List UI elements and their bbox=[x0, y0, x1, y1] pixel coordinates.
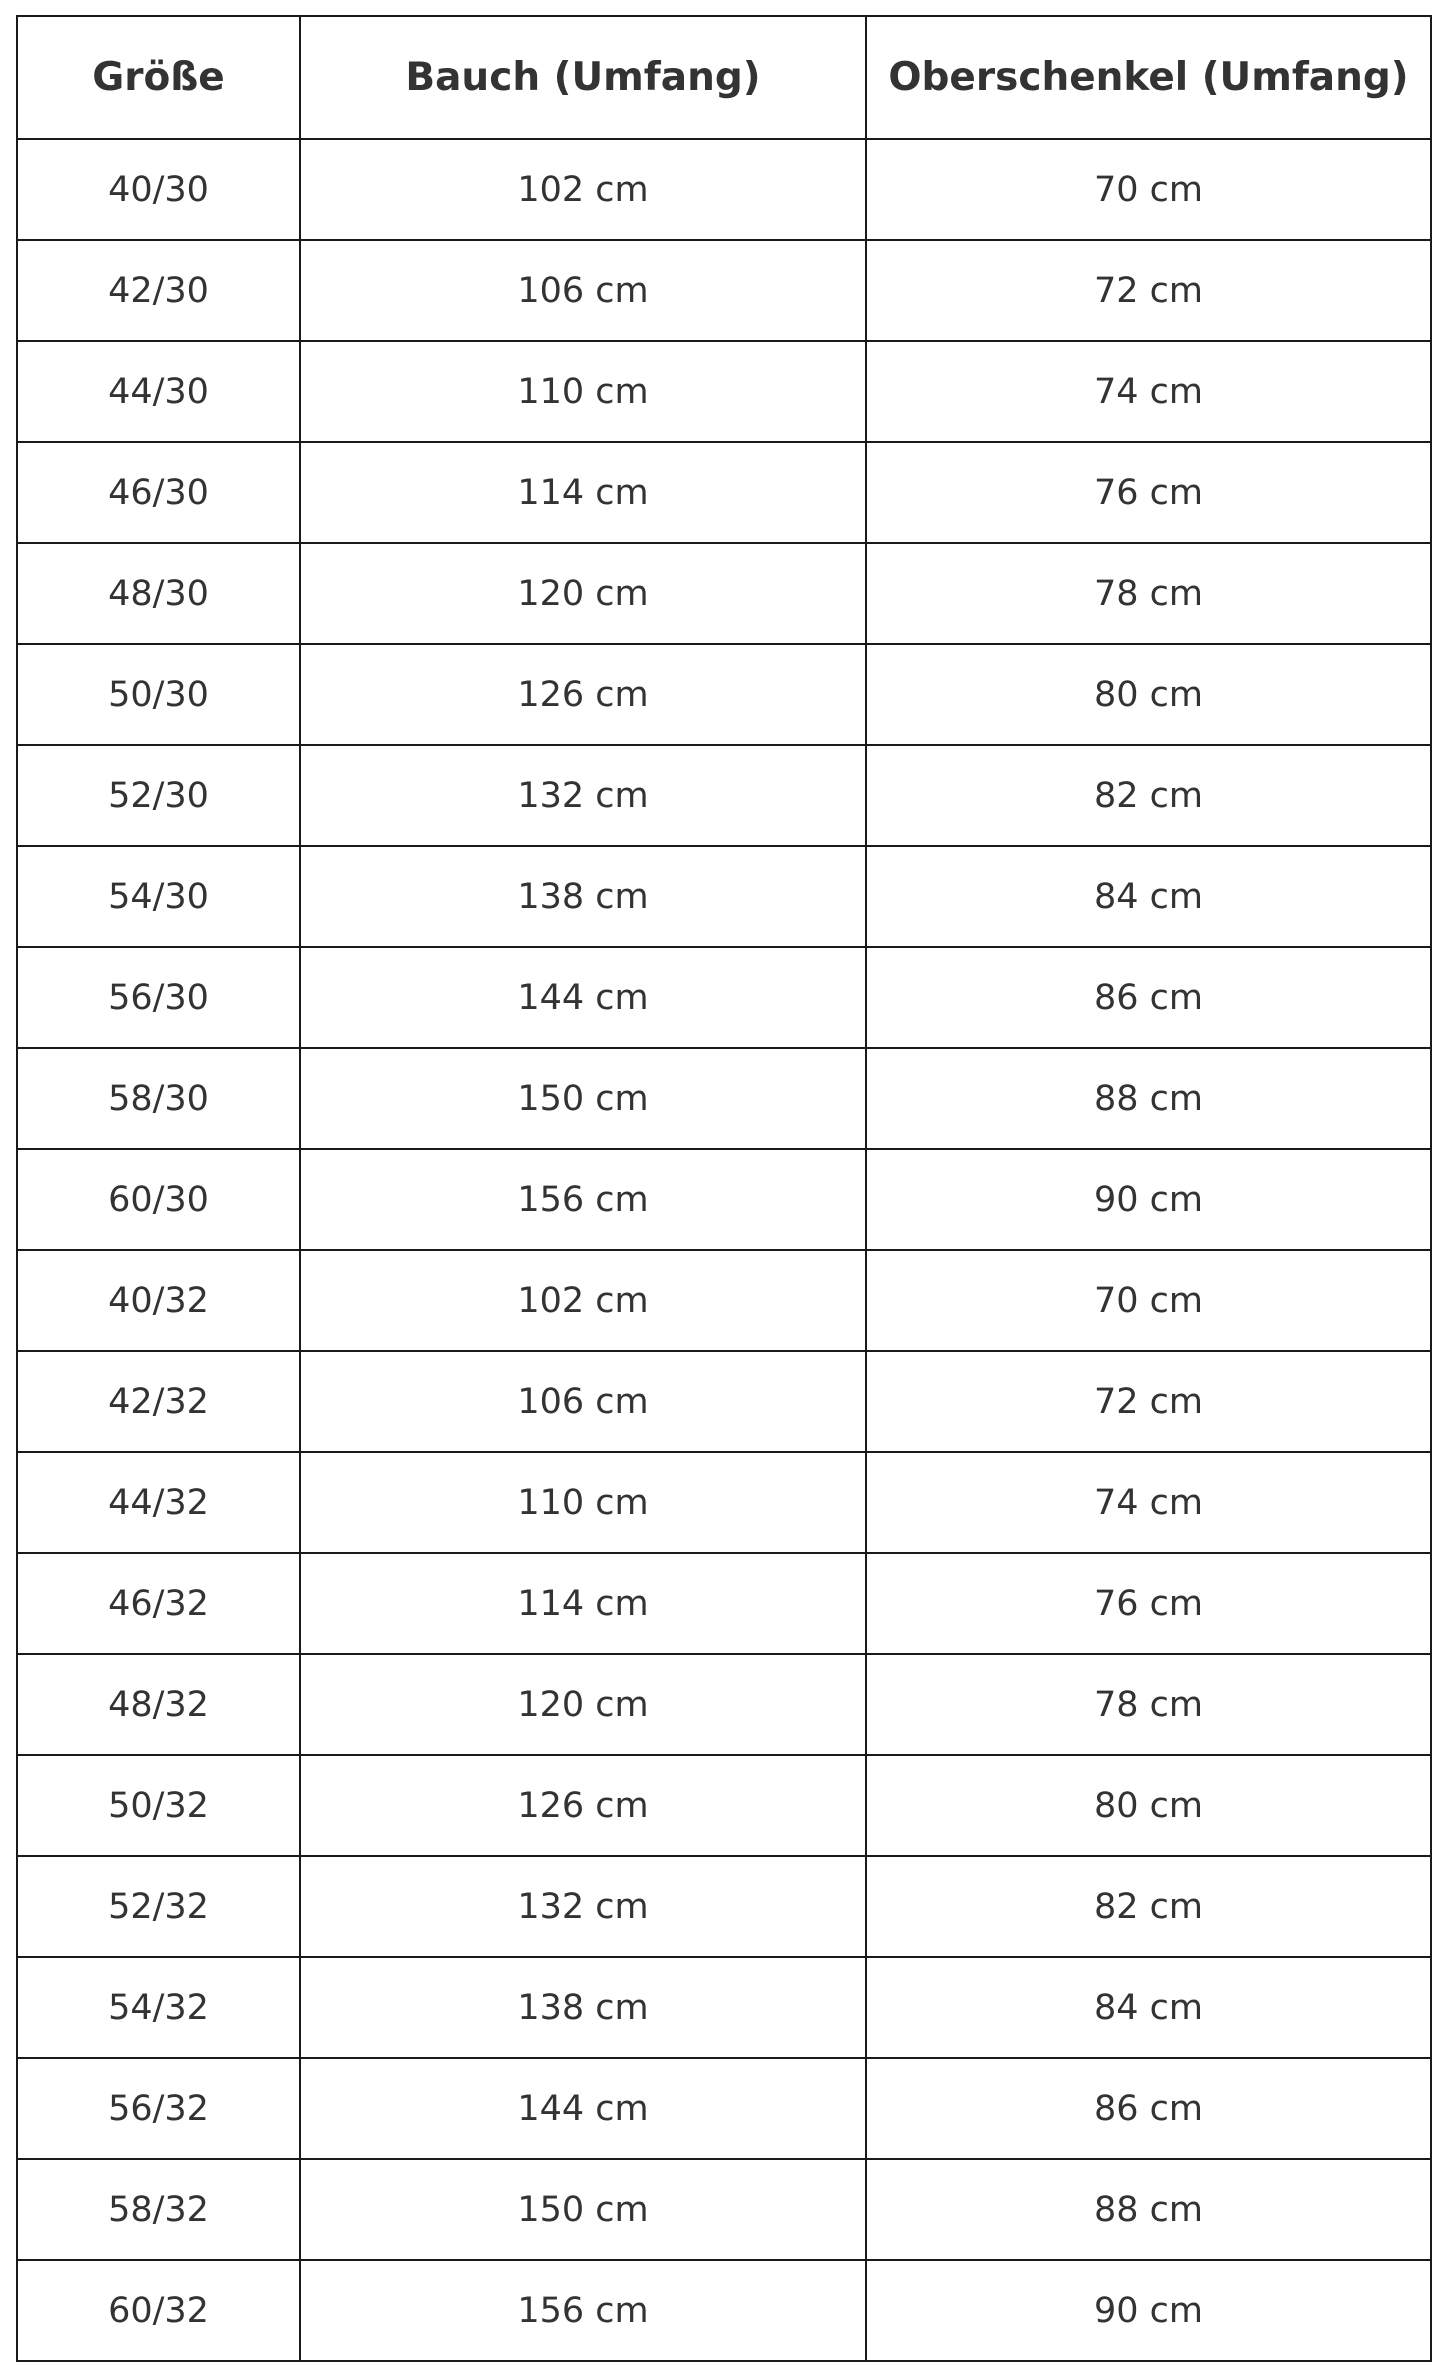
table-row bbox=[17, 2159, 1431, 2260]
table-body bbox=[17, 139, 1431, 2361]
table-row bbox=[17, 240, 1431, 341]
cell-thigh: 74 cm bbox=[866, 341, 1431, 442]
header-size: Größe bbox=[17, 16, 300, 139]
table-row bbox=[17, 1048, 1431, 1149]
cell-waist: 120 cm bbox=[300, 1654, 866, 1755]
cell-size: 50/30 bbox=[17, 644, 300, 745]
table-row bbox=[17, 846, 1431, 947]
cell-thigh: 76 cm bbox=[866, 1553, 1431, 1654]
cell-thigh: 86 cm bbox=[866, 947, 1431, 1048]
cell-size: 50/32 bbox=[17, 1755, 300, 1856]
cell-size: 46/30 bbox=[17, 442, 300, 543]
table-row bbox=[17, 2260, 1431, 2361]
table-row bbox=[17, 745, 1431, 846]
cell-thigh: 70 cm bbox=[866, 1250, 1431, 1351]
table-row bbox=[17, 1654, 1431, 1755]
table-row bbox=[17, 139, 1431, 240]
cell-waist: 132 cm bbox=[300, 745, 866, 846]
table-row bbox=[17, 2058, 1431, 2159]
cell-waist: 114 cm bbox=[300, 1553, 866, 1654]
cell-waist: 110 cm bbox=[300, 1452, 866, 1553]
cell-waist: 114 cm bbox=[300, 442, 866, 543]
cell-size: 44/30 bbox=[17, 341, 300, 442]
cell-size: 52/32 bbox=[17, 1856, 300, 1957]
cell-size: 40/32 bbox=[17, 1250, 300, 1351]
cell-size: 56/30 bbox=[17, 947, 300, 1048]
cell-size: 48/30 bbox=[17, 543, 300, 644]
cell-thigh: 84 cm bbox=[866, 846, 1431, 947]
cell-thigh: 82 cm bbox=[866, 1856, 1431, 1957]
cell-size: 54/30 bbox=[17, 846, 300, 947]
table-row bbox=[17, 1856, 1431, 1957]
table-row bbox=[17, 543, 1431, 644]
cell-waist: 102 cm bbox=[300, 1250, 866, 1351]
cell-waist: 144 cm bbox=[300, 947, 866, 1048]
cell-waist: 106 cm bbox=[300, 240, 866, 341]
cell-thigh: 72 cm bbox=[866, 240, 1431, 341]
cell-waist: 138 cm bbox=[300, 846, 866, 947]
cell-waist: 106 cm bbox=[300, 1351, 866, 1452]
cell-size: 58/32 bbox=[17, 2159, 300, 2260]
table-row bbox=[17, 947, 1431, 1048]
cell-thigh: 80 cm bbox=[866, 644, 1431, 745]
cell-thigh: 88 cm bbox=[866, 2159, 1431, 2260]
cell-size: 40/30 bbox=[17, 139, 300, 240]
cell-waist: 156 cm bbox=[300, 2260, 866, 2361]
cell-waist: 150 cm bbox=[300, 1048, 866, 1149]
cell-thigh: 72 cm bbox=[866, 1351, 1431, 1452]
cell-thigh: 84 cm bbox=[866, 1957, 1431, 2058]
cell-thigh: 82 cm bbox=[866, 745, 1431, 846]
cell-thigh: 80 cm bbox=[866, 1755, 1431, 1856]
cell-thigh: 88 cm bbox=[866, 1048, 1431, 1149]
cell-size: 48/32 bbox=[17, 1654, 300, 1755]
cell-size: 52/30 bbox=[17, 745, 300, 846]
cell-waist: 144 cm bbox=[300, 2058, 866, 2159]
cell-waist: 126 cm bbox=[300, 1755, 866, 1856]
cell-thigh: 70 cm bbox=[866, 139, 1431, 240]
cell-size: 58/30 bbox=[17, 1048, 300, 1149]
table-row bbox=[17, 1755, 1431, 1856]
cell-thigh: 90 cm bbox=[866, 1149, 1431, 1250]
cell-size: 42/32 bbox=[17, 1351, 300, 1452]
table-row bbox=[17, 644, 1431, 745]
cell-size: 42/30 bbox=[17, 240, 300, 341]
cell-waist: 126 cm bbox=[300, 644, 866, 745]
cell-size: 54/32 bbox=[17, 1957, 300, 2058]
table-header bbox=[17, 16, 1431, 139]
cell-thigh: 74 cm bbox=[866, 1452, 1431, 1553]
cell-thigh: 76 cm bbox=[866, 442, 1431, 543]
cell-size: 60/32 bbox=[17, 2260, 300, 2361]
cell-thigh: 78 cm bbox=[866, 1654, 1431, 1755]
cell-waist: 138 cm bbox=[300, 1957, 866, 2058]
header-row bbox=[17, 16, 1431, 139]
cell-thigh: 90 cm bbox=[866, 2260, 1431, 2361]
header-thigh: Oberschenkel (Umfang) bbox=[866, 16, 1431, 139]
size-chart-table bbox=[16, 15, 1432, 2362]
table-row bbox=[17, 1149, 1431, 1250]
table-row bbox=[17, 442, 1431, 543]
cell-thigh: 78 cm bbox=[866, 543, 1431, 644]
table-row bbox=[17, 1452, 1431, 1553]
table-row bbox=[17, 341, 1431, 442]
cell-waist: 102 cm bbox=[300, 139, 866, 240]
cell-size: 46/32 bbox=[17, 1553, 300, 1654]
cell-waist: 156 cm bbox=[300, 1149, 866, 1250]
header-waist: Bauch (Umfang) bbox=[300, 16, 866, 139]
table-row bbox=[17, 1250, 1431, 1351]
cell-waist: 120 cm bbox=[300, 543, 866, 644]
cell-waist: 110 cm bbox=[300, 341, 866, 442]
cell-size: 56/32 bbox=[17, 2058, 300, 2159]
cell-thigh: 86 cm bbox=[866, 2058, 1431, 2159]
cell-waist: 150 cm bbox=[300, 2159, 866, 2260]
table-row bbox=[17, 1351, 1431, 1452]
cell-waist: 132 cm bbox=[300, 1856, 866, 1957]
table-row bbox=[17, 1553, 1431, 1654]
cell-size: 60/30 bbox=[17, 1149, 300, 1250]
cell-size: 44/32 bbox=[17, 1452, 300, 1553]
table-row bbox=[17, 1957, 1431, 2058]
